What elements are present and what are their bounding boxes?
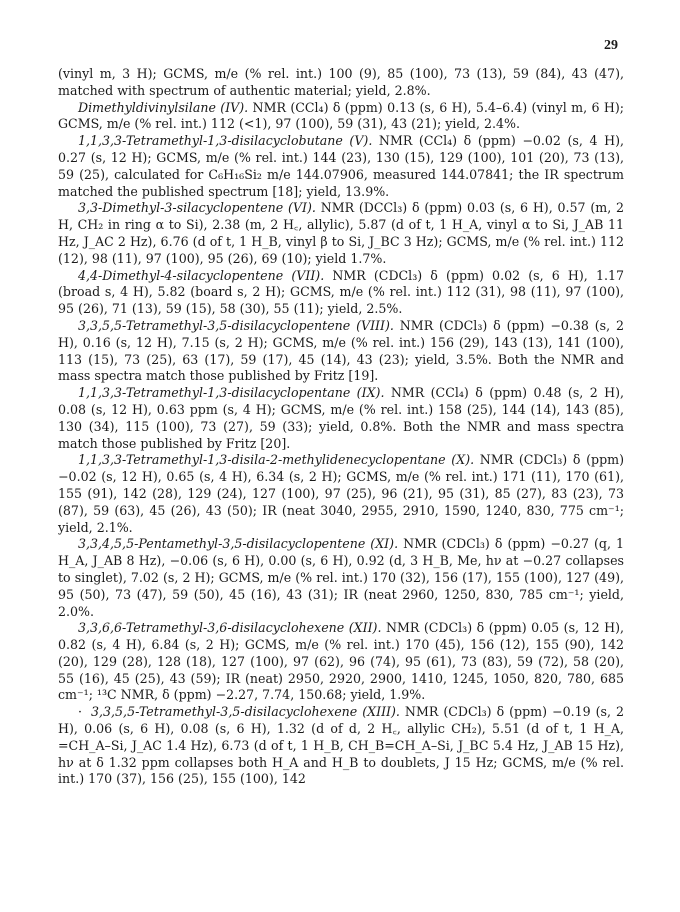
experimental-text [58, 66, 624, 788]
paragraph-compound-xi [58, 536, 624, 620]
paragraph-text: NMR (CCl₄) δ (ppm) −0.02 (s, 4 H), 0.27 (s, 12 H); GCMS, m/e (% rel. int.) 144 (23), 130 (15), 129 (100), 101 (20), 73 (13), 59 (25), calculated for C₆H₁₆Si₂ m/e 144.07906, measured 144.07841; the IR spectrum matched the published spectrum [18]; yield, 13.9%. [58, 133, 624, 199]
paragraph-text: (vinyl m, 3 H); GCMS, m/e (% rel. int.) 100 (9), 85 (100), 73 (13), 59 (84), 43 (47), matched with spectrum of authentic material; yield, 2.8%. [58, 66, 624, 98]
compound-name: 3,3,5,5-Tetramethyl-3,5-disilacyclohexene (XIII). [91, 704, 400, 720]
compound-name: 3,3,4,5,5-Pentamethyl-3,5-disilacyclopentene (XI). [78, 536, 399, 552]
paragraph-compound-x [58, 452, 624, 536]
compound-name: 3,3-Dimethyl-3-silacyclopentene (VI). [78, 200, 316, 216]
paragraph-text: NMR (CDCl₃) δ (ppm) 0.02 (s, 6 H), 1.17 (broad s, 4 H), 5.82 (board s, 2 H); GCMS, m/e (% rel. int.) 112 (31), 98 (11), 97 (100), 95 (26), 71 (13), 59 (15), 58 (30), 55 (11); yield, 2.5%. [58, 267, 624, 317]
paragraph-compound-viii [58, 318, 624, 385]
paragraph-text: NMR (CCl₄) δ (ppm) 0.13 (s, 6 H), 5.4–6.4) (vinyl m, 6 H); GCMS, m/e (% rel. int.) 112 (<1), 97 (100), 59 (31), 43 (21); yield, 2.4%. [58, 99, 624, 132]
compound-name: 1,1,3,3-Tetramethyl-1,3-disilacyclobutane (V). [78, 133, 373, 149]
paragraph-text: NMR (CDCl₃) δ (ppm) 0.05 (s, 12 H), 0.82 (s, 4 H), 6.84 (s, 2 H); GCMS, m/e (% rel. int.) 170 (45), 156 (12), 155 (90), 142 (20), 129 (28), 128 (18), 127 (100), 97 (62), 96 (74), 95 (61), 73 (83), 59 (72), 58 (20), 55 (16), 45 (25), 43 (59); IR (neat) 2950, 2920, 2900, 1410, 1245, 1050, 820, 780, 685 cm⁻¹; ¹³C NMR, δ (ppm) −2.27, 7.74, 150.68; yield, 1.9%. [58, 620, 624, 703]
page-number: 29 [604, 38, 618, 53]
compound-name: 3,3,5,5-Tetramethyl-3,5-disilacyclopentene (VIII). [78, 317, 394, 333]
paragraph-continuation [58, 66, 624, 100]
paragraph-text: NMR (CCl₄) δ (ppm) 0.48 (s, 2 H), 0.08 (s, 12 H), 0.63 ppm (s, 4 H); GCMS, m/e (% rel. int.) 158 (25), 144 (14), 143 (85), 130 (34), 115 (100), 73 (27), 59 (33); yield, 0.8%. Both the NMR and mass spectra match those published by Fritz [20]. [58, 385, 624, 451]
compound-name: 3,3,6,6-Tetramethyl-3,6-disilacyclohexene (XII). [78, 620, 382, 636]
compound-name: 4,4-Dimethyl-4-silacyclopentene (VII). [78, 267, 325, 283]
compound-name: 1,1,3,3-Tetramethyl-1,3-disila-2-methylidenecyclopentane (X). [78, 452, 475, 468]
compound-name: 1,1,3,3-Tetramethyl-1,3-disilacyclopentane (IX). [78, 385, 385, 401]
paragraph-text: NMR (CDCl₃) δ (ppm) −0.19 (s, 2 H), 0.06 (s, 6 H), 0.08 (s, 6 H), 1.32 (d of d, 2 H꜀, allylic CH₂), 5.51 (d of t, 1 H_A, =CH_A–Si, J_AC 1.4 Hz), 6.73 (d of t, 1 H_B, CH_B=CH_A–Si, J_BC 5.4 Hz, J_AB 15 Hz), hν at δ 1.32 ppm collapses both H_A and H_B to doublets, J 15 Hz; GCMS, m/e (% rel. int.) 170 (37), 156 (25), 155 (100), 142 [58, 704, 624, 787]
paragraph-text: NMR (CDCl₃) δ (ppm) −0.27 (q, 1 H_A, J_AB 8 Hz), −0.06 (s, 6 H), 0.00 (s, 6 H), 0.92 (d, 3 H_B, Me, hν at −0.27 collapses to singlet), 7.02 (s, 2 H); GCMS, m/e (% rel. int.) 170 (32), 156 (17), 155 (100), 127 (49), 95 (50), 73 (47), 59 (50), 45 (16), 43 (31); IR (neat 2960, 1250, 830, 785 cm⁻¹; yield, 2.0%. [58, 536, 625, 619]
paragraph-text: NMR (CDCl₃) δ (ppm) −0.02 (s, 12 H), 0.65 (s, 4 H), 6.34 (s, 2 H); GCMS, m/e (% rel. int.) 171 (11), 170 (61), 155 (91), 142 (28), 129 (24), 127 (100), 97 (25), 96 (21), 95 (31), 85 (27), 83 (23), 73 (87), 59 (63), 45 (26), 43 (50); IR (neat 3040, 2955, 2910, 1590, 1240, 830, 775 cm⁻¹; yield, 2.1%. [58, 452, 625, 535]
paragraph-compound-ix [58, 385, 624, 452]
paragraph-text: NMR (DCCl₃) δ (ppm) 0.03 (s, 6 H), 0.57 (m, 2 H, CH₂ in ring α to Si), 2.38 (m, 2 H꜀, allylic), 5.87 (d of t, 1 H_A, vinyl α to Si, J_AB 11 Hz, J_AC 2 Hz), 6.76 (d of t, 1 H_B, vinyl β to Si, J_BC 3 Hz); GCMS, m/e (% rel. int.) 112 (12), 98 (11), 97 (100), 95 (26), 69 (10); yield 1.7%. [58, 200, 625, 266]
compound-name: Dimethyldivinylsilane (IV). [78, 99, 249, 115]
paragraph-compound-vii [58, 268, 624, 318]
paragraph-compound-xiii [58, 704, 624, 788]
paragraph-compound-vi [58, 200, 624, 267]
paragraph-compound-iv [58, 100, 624, 134]
paragraph-compound-xii [58, 620, 624, 704]
paragraph-compound-v [58, 133, 624, 200]
paragraph-text: NMR (CDCl₃) δ (ppm) −0.38 (s, 2 H), 0.16 (s, 12 H), 7.15 (s, 2 H); GCMS, m/e (% rel. int.) 156 (29), 143 (13), 141 (100), 113 (15), 73 (25), 63 (17), 59 (17), 45 (14), 43 (23); yield, 3.5%. Both the NMR and mass spectra match those published by Fritz [19]. [58, 317, 624, 384]
